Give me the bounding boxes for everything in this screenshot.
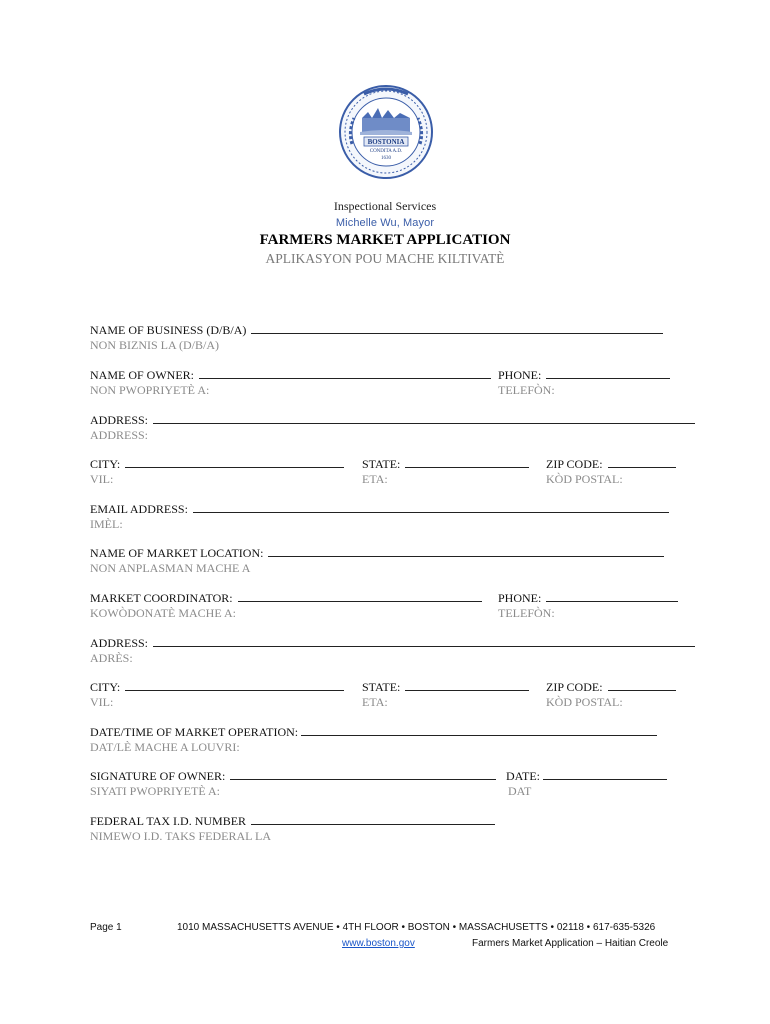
business-name-field[interactable] (251, 322, 663, 334)
footer-address: 1010 MASSACHUSETTS AVENUE • 4TH FLOOR • BOSTON • MASSACHUSETTS • 02118 • 617-635-5326 (177, 922, 656, 933)
address1-label: ADDRESS: (90, 413, 149, 427)
signature-label: SIGNATURE OF OWNER: (90, 769, 226, 783)
owner-phone-field[interactable] (546, 367, 670, 379)
operation-time-label: DATE/TIME OF MARKET OPERATION: (90, 725, 299, 739)
signature-field[interactable] (230, 768, 496, 780)
state2-row (362, 679, 529, 695)
mayor-name: Michelle Wu, Mayor (335, 217, 435, 229)
address1-field[interactable] (153, 412, 695, 424)
state1-row (362, 456, 529, 472)
city-of-boston-seal (338, 82, 434, 182)
signature-date-label: DATE: (506, 769, 540, 783)
address2-label: ADDRESS: (90, 636, 149, 650)
address2-label-creole: ADRÈS: (90, 651, 133, 665)
city2-field[interactable] (125, 679, 344, 691)
owner-name-row (90, 367, 491, 383)
signature-date-label-creole: DAT (508, 784, 532, 798)
signature-label-creole: SIYATI PWOPRIYETÈ A: (90, 784, 221, 798)
website-link[interactable]: www.boston.gov (342, 938, 415, 949)
owner-name-field[interactable] (199, 367, 491, 379)
page-number: Page 1 (90, 922, 122, 933)
market-location-label-creole: NON ANPLASMAN MACHE A (90, 561, 251, 575)
state1-field[interactable] (405, 456, 529, 468)
coordinator-phone-label-creole: TELEFÒN: (498, 606, 555, 620)
email-row (90, 501, 669, 517)
address2-field[interactable] (153, 635, 695, 647)
coordinator-phone-row (498, 590, 678, 606)
coordinator-row (90, 590, 482, 606)
market-location-label: NAME OF MARKET LOCATION: (90, 546, 264, 560)
owner-name-label-creole: NON PWOPRIYETÈ A: (90, 383, 210, 397)
zip1-row (546, 456, 676, 472)
zip1-field[interactable] (608, 456, 676, 468)
tax-id-field[interactable] (251, 813, 495, 825)
business-name-label-creole: NON BIZNIS LA (D/B/A) (90, 338, 219, 352)
state2-field[interactable] (405, 679, 529, 691)
operation-time-field[interactable] (301, 724, 657, 736)
zip2-label: ZIP CODE: (546, 680, 603, 694)
zip1-label: ZIP CODE: (546, 457, 603, 471)
seal-name-text: BOSTONIA (367, 138, 405, 146)
market-location-row (90, 545, 664, 561)
email-label: EMAIL ADDRESS: (90, 502, 188, 516)
city2-label: CITY: (90, 680, 121, 694)
signature-date-field[interactable] (543, 768, 667, 780)
state1-label: STATE: (362, 457, 401, 471)
signature-row (90, 768, 496, 784)
signature-date-row (506, 768, 667, 784)
seal-condita-text: CONDITA A.D. (369, 149, 403, 154)
zip2-label-creole: KÒD POSTAL: (546, 695, 623, 709)
form-title: FARMERS MARKET APPLICATION (259, 232, 511, 248)
city2-label-creole: VIL: (90, 695, 114, 709)
owner-name-label: NAME OF OWNER: (90, 368, 194, 382)
department-name: Inspectional Services (333, 199, 437, 213)
coordinator-label: MARKET COORDINATOR: (90, 591, 233, 605)
tax-id-label-creole: NIMEWO I.D. TAKS FEDERAL LA (90, 829, 272, 843)
owner-phone-row (498, 367, 670, 383)
city1-label: CITY: (90, 457, 121, 471)
business-name-label-row (90, 322, 663, 338)
seal-year-text: 1630 (381, 156, 391, 161)
address2-row (90, 635, 695, 651)
state1-label-creole: ETA: (362, 472, 388, 486)
state2-label-creole: ETA: (362, 695, 388, 709)
operation-time-row (90, 724, 657, 740)
state2-label: STATE: (362, 680, 401, 694)
coordinator-field[interactable] (238, 590, 482, 602)
owner-phone-label-creole: TELEFÒN: (498, 383, 555, 397)
city1-row (90, 456, 344, 472)
footer-document-name: Farmers Market Application – Haitian Creole (472, 938, 669, 949)
address1-row (90, 412, 695, 428)
zip1-label-creole: KÒD POSTAL: (546, 472, 623, 486)
city2-row (90, 679, 344, 695)
email-label-creole: IMÈL: (90, 517, 123, 531)
owner-phone-label: PHONE: (498, 368, 542, 382)
address1-label-creole: ADDRESS: (90, 428, 149, 442)
form-title-creole: APLIKASYON POU MACHE KILTIVATÈ (265, 251, 505, 266)
city1-field[interactable] (125, 456, 344, 468)
market-location-field[interactable] (268, 545, 664, 557)
coordinator-phone-field[interactable] (546, 590, 678, 602)
coordinator-phone-label: PHONE: (498, 591, 542, 605)
business-name-label: NAME OF BUSINESS (D/B/A) (90, 323, 247, 337)
operation-time-label-creole: DAT/LÈ MACHE A LOUVRI: (90, 740, 240, 754)
zip2-field[interactable] (608, 679, 676, 691)
tax-id-label: FEDERAL TAX I.D. NUMBER (90, 814, 247, 828)
tax-id-row (90, 813, 495, 829)
email-field[interactable] (193, 501, 669, 513)
zip2-row (546, 679, 676, 695)
coordinator-label-creole: KOWÒDONATÈ MACHE A: (90, 606, 236, 620)
city1-label-creole: VIL: (90, 472, 114, 486)
